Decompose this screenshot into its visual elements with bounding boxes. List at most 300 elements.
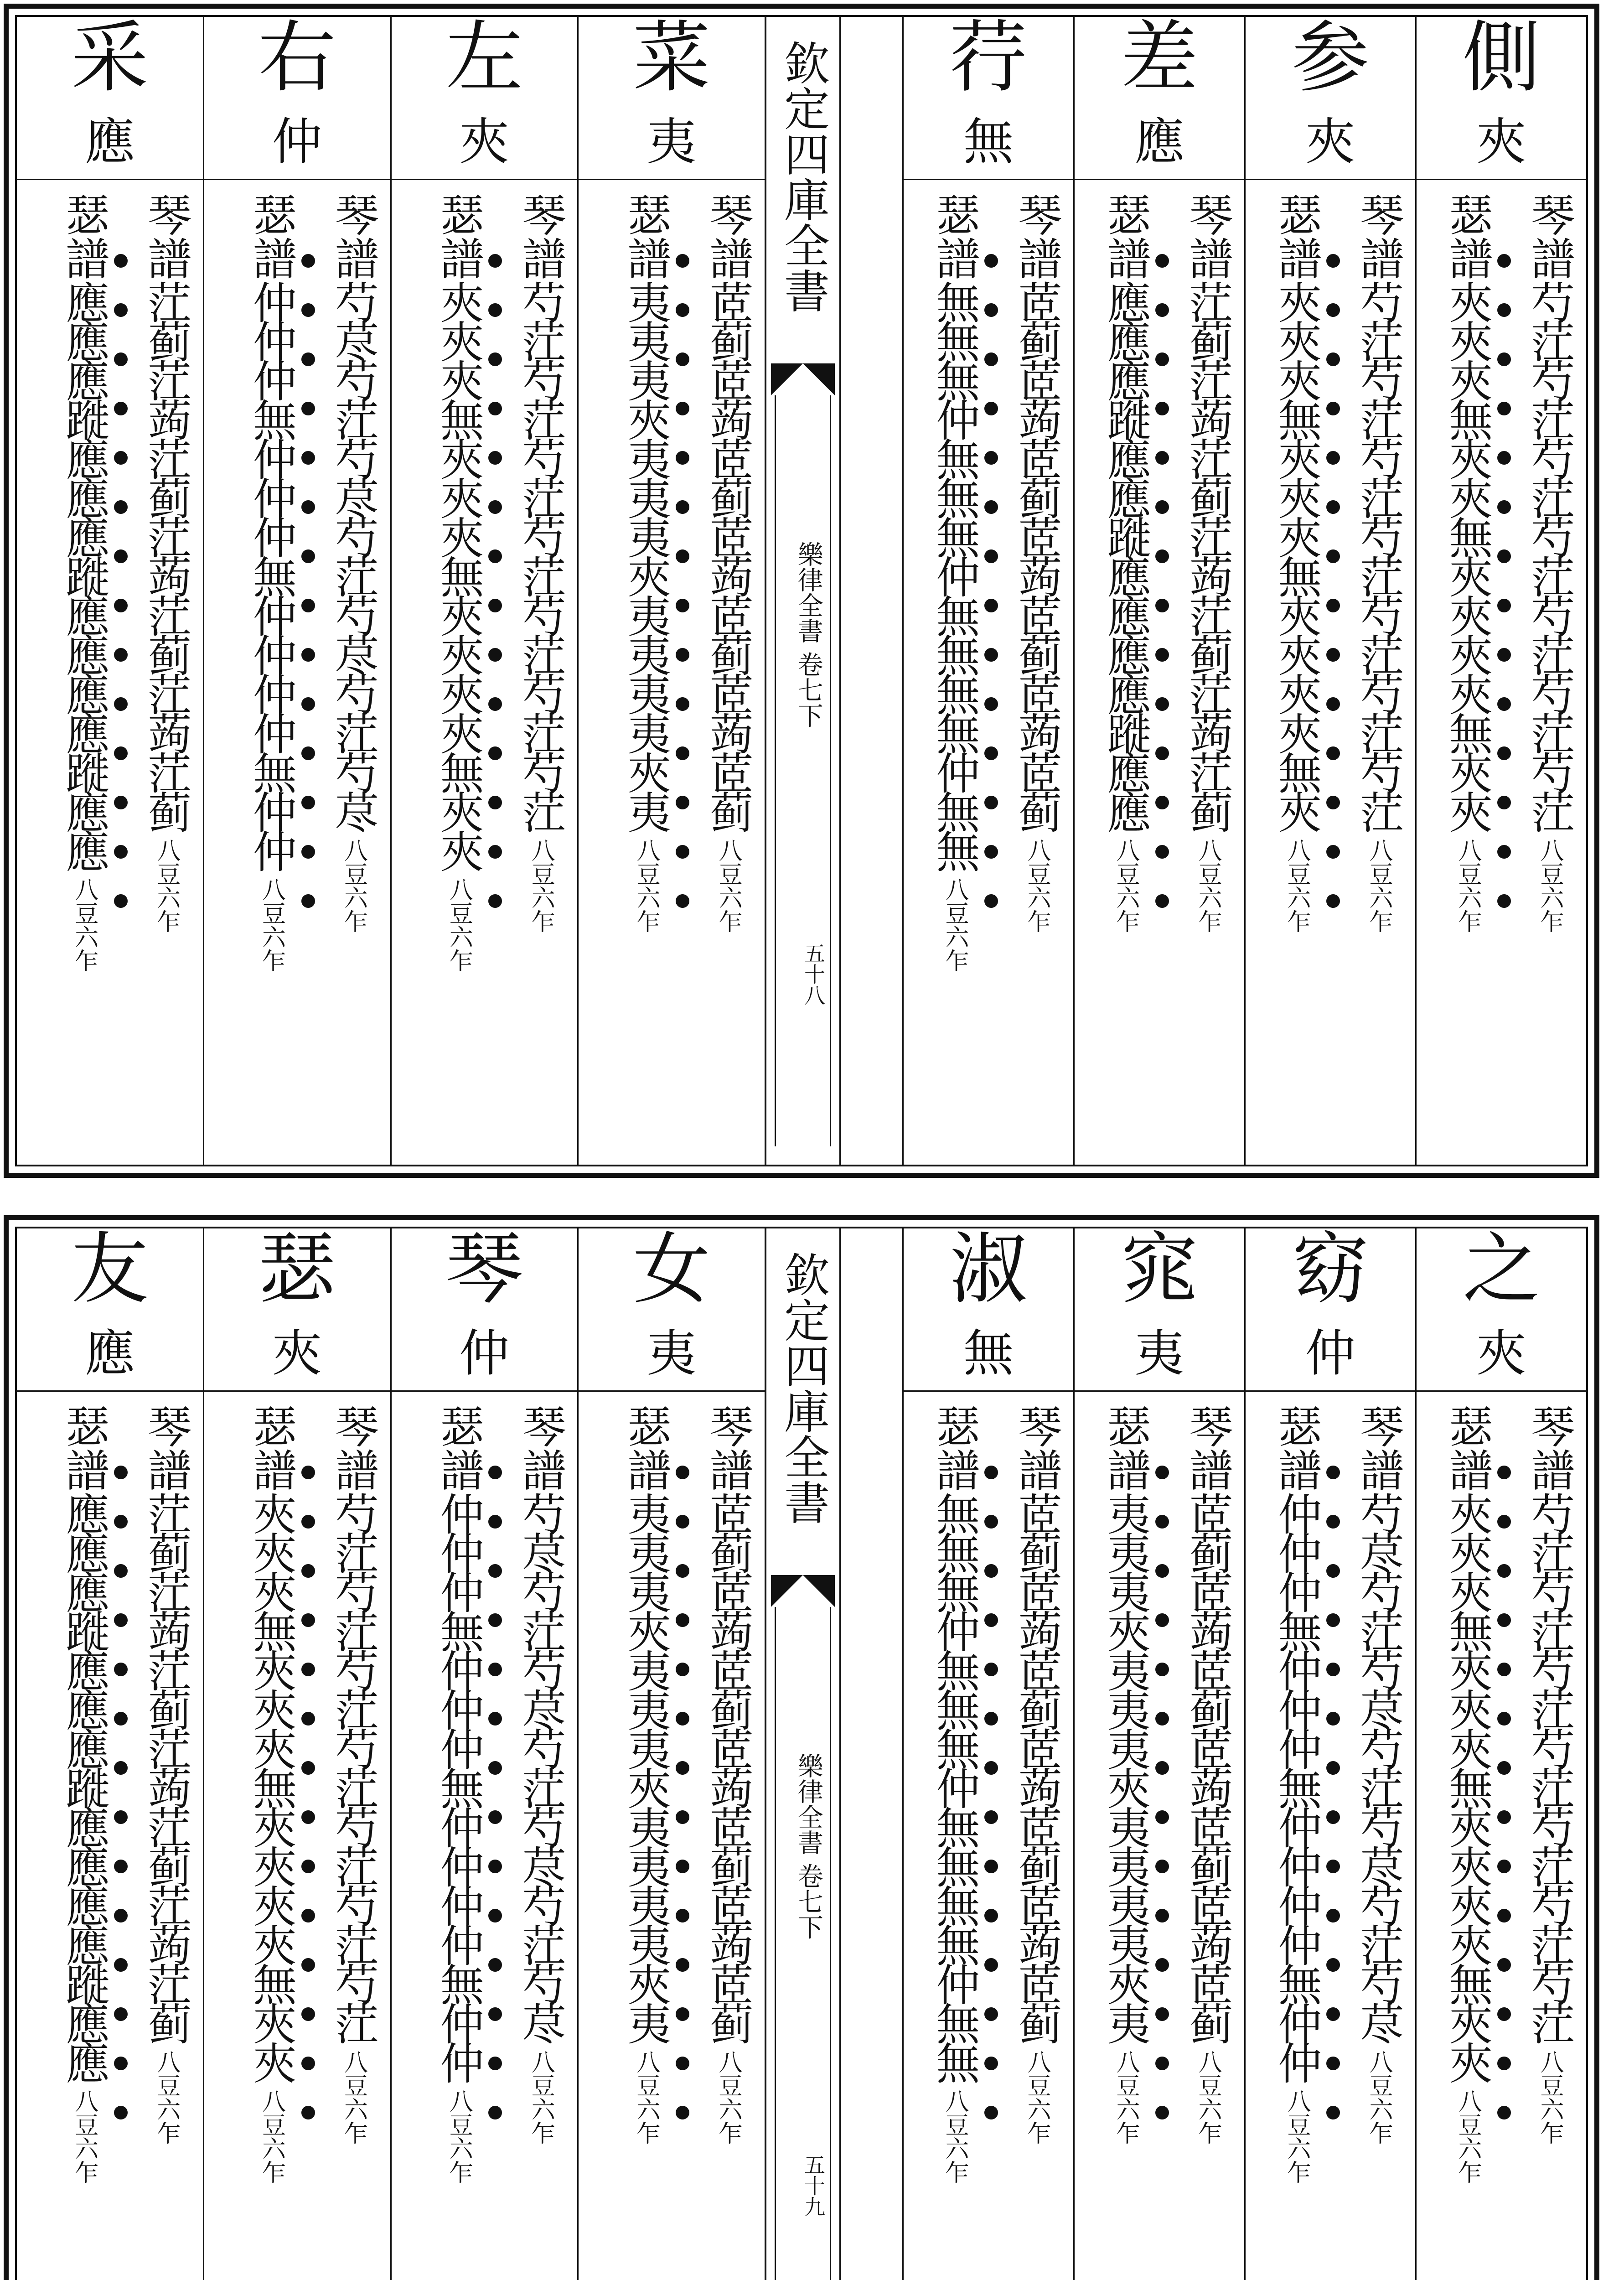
beat-dot <box>1155 796 1169 809</box>
se-label: 瑟譜 <box>1442 192 1493 280</box>
qin-sequence: 芍茳芍茳芍茳芍茳芍茳芍茳芍茳 <box>1353 280 1404 829</box>
beat-dot <box>1155 303 1169 317</box>
se-label: 瑟譜 <box>929 192 980 280</box>
fingering-note: 八豆六乍 <box>1454 2089 1481 2184</box>
beat-dot <box>1326 402 1340 415</box>
fingering-note: 八豆六乍 <box>258 877 285 972</box>
beat-dot <box>114 303 128 317</box>
qin-label: 琴譜 <box>515 1404 567 1492</box>
beat-dot <box>1497 746 1511 760</box>
se-sequence: 仲仲仲無仲仲仲無仲仲仲仲無仲仲 <box>1271 1492 1322 2080</box>
se-notation <box>621 192 672 1165</box>
pitch-name: 夷 <box>646 1324 697 1383</box>
se-sequence: 夷夷夷夾夷夷夷夾夷夷夷夷夾夷 <box>621 280 672 829</box>
lyric-character: 友 <box>71 1224 149 1315</box>
beat-dot <box>1155 697 1169 711</box>
beat-dot <box>488 1810 502 1824</box>
qin-notation <box>140 1404 192 2280</box>
beat-dot <box>301 746 315 760</box>
beat-dot <box>1497 303 1511 317</box>
beat-dot <box>676 254 689 268</box>
qin-notation <box>1011 192 1062 1165</box>
qin-label: 琴譜 <box>1011 1404 1062 1492</box>
lyric-character: 左 <box>445 13 523 103</box>
fingering-note: 八豆六乍 <box>1283 838 1310 933</box>
beat-dot <box>114 796 128 809</box>
beat-dot <box>114 254 128 268</box>
se-sequence: 應應應蹝應應應蹝應應應應蹝應應 <box>58 1492 110 2080</box>
se-label: 瑟譜 <box>1271 192 1322 280</box>
beat-dot <box>301 1613 315 1627</box>
se-notation <box>433 1404 485 2280</box>
beat-dot <box>1155 1712 1169 1726</box>
divider <box>17 179 203 180</box>
qin-sequence: 芍荩芍茳芍荩芍茳芍荩芍茳芍荩 <box>515 1492 567 2041</box>
se-sequence: 夾夾夾無夾夾夾無夾夾夾夾無夾夾 <box>433 280 485 868</box>
se-sequence: 無無無仲無無無仲無無無無仲無無 <box>929 280 980 868</box>
beat-dot <box>984 1958 998 1972</box>
lyric-character: 参 <box>1291 13 1369 103</box>
beat-dot <box>488 1663 502 1676</box>
beat-dot <box>676 2106 689 2119</box>
beat-dot <box>114 1761 128 1775</box>
qin-sequence: 芍荩芍茳芍荩芍茳芍荩芍茳芍荩 <box>1353 1492 1404 2041</box>
pitch-name: 夾 <box>1476 113 1526 171</box>
beat-dot <box>1326 697 1340 711</box>
bottom-page <box>4 1215 1599 2280</box>
beat-dot <box>1155 746 1169 760</box>
se-notation <box>58 1404 110 2280</box>
qin-notation <box>140 192 192 1165</box>
beat-dot <box>984 648 998 662</box>
fingering-note: 八豆六乍 <box>152 838 180 933</box>
beat-dot <box>984 1909 998 1922</box>
beat-dot <box>301 352 315 366</box>
lyric-entry <box>1244 13 1415 1165</box>
pitch-name: 夾 <box>1305 113 1355 171</box>
beat-dot <box>1497 1613 1511 1627</box>
beat-dot <box>1155 1613 1169 1627</box>
fingering-note: 八豆六乍 <box>941 877 968 972</box>
beat-dot <box>1326 500 1340 514</box>
qin-label: 琴譜 <box>1182 1404 1233 1492</box>
beat-dot <box>1155 500 1169 514</box>
bottom-left-half <box>17 1224 765 2280</box>
se-notation <box>1442 1404 1493 2280</box>
beat-dot <box>301 500 315 514</box>
beat-dot <box>1155 1909 1169 1922</box>
beat-dot <box>301 1958 315 1972</box>
beat-dot <box>984 2106 998 2119</box>
beat-dot <box>1497 1712 1511 1726</box>
divider <box>1417 1390 1586 1392</box>
beat-dot <box>1497 2057 1511 2070</box>
beat-dot <box>488 451 502 465</box>
beat-dot <box>114 2057 128 2070</box>
beat-dot <box>676 796 689 809</box>
beat-dot <box>1326 549 1340 563</box>
se-sequence: 仲仲仲無仲仲仲無仲仲仲仲無仲仲 <box>246 280 297 868</box>
beat-dot <box>1497 2007 1511 2021</box>
qin-sequence: 茝蓟茝蒟茝蓟茝蒟茝蓟茝蒟茝蓟 <box>703 280 754 829</box>
beat-dot <box>114 697 128 711</box>
se-sequence: 夾夾夾無夾夾夾無夾夾夾夾無夾夾 <box>246 1492 297 2080</box>
beat-dot <box>1497 796 1511 809</box>
lyric-character: 右 <box>258 13 336 103</box>
beat-dot <box>1497 845 1511 859</box>
beat-dot <box>488 1466 502 1479</box>
qin-label: 琴譜 <box>328 192 379 280</box>
lyric-character: 荇 <box>949 13 1027 103</box>
beat-dot <box>1497 648 1511 662</box>
beat-dot <box>488 648 502 662</box>
se-notation <box>1442 192 1493 1165</box>
se-label: 瑟譜 <box>433 1404 485 1492</box>
beat-dot <box>1326 1712 1340 1726</box>
fingering-note: 八豆六乍 <box>340 838 367 933</box>
lyric-entry <box>1073 1224 1244 2280</box>
divider <box>1075 1390 1244 1392</box>
divider <box>1246 1390 1415 1392</box>
divider <box>1246 179 1415 180</box>
beat-dot <box>1155 1564 1169 1578</box>
se-notation <box>248 1404 295 2280</box>
beat-dot <box>1326 1663 1340 1676</box>
qin-sequence: 茝蓟茝蒟茝蓟茝蒟茝蓟茝蒟茝蓟 <box>1011 280 1062 829</box>
qin-sequence: 芍荩芍茳芍荩芍茳芍荩芍茳芍荩 <box>328 280 379 829</box>
se-label: 瑟譜 <box>246 1404 297 1492</box>
beat-dot <box>1155 1466 1169 1479</box>
lyric-entry <box>17 13 203 1165</box>
beat-dot <box>1155 1663 1169 1676</box>
beat-dot <box>114 599 128 612</box>
beat-dot <box>1497 599 1511 612</box>
qin-sequence: 茝蓟茝蒟茝蓟茝蒟茝蓟茝蒟茝蓟 <box>1011 1492 1062 2041</box>
beat-dot <box>1326 845 1340 859</box>
se-notation <box>931 1404 978 2280</box>
beat-dot <box>301 1761 315 1775</box>
fishtail-mark <box>771 1575 835 1607</box>
beat-dot <box>676 1958 689 1972</box>
beat-dot <box>1326 1761 1340 1775</box>
beat-dot <box>488 746 502 760</box>
se-sequence: 夾夾夾無夾夾夾無夾夾夾夾無夾 <box>1271 280 1322 829</box>
fingering-note: 八豆六乍 <box>941 2089 968 2184</box>
beat-dot <box>301 451 315 465</box>
beat-dot <box>1326 746 1340 760</box>
beat-dot <box>114 894 128 908</box>
beat-dot <box>488 1564 502 1578</box>
se-notation <box>1271 1404 1322 2280</box>
beat-dot <box>488 352 502 366</box>
beat-dot <box>984 1712 998 1726</box>
beat-dot <box>676 2057 689 2070</box>
beat-dot <box>1497 549 1511 563</box>
se-label: 瑟譜 <box>621 1404 672 1492</box>
fingering-note: 八豆六乍 <box>152 2050 180 2145</box>
beat-dot <box>301 845 315 859</box>
beat-dot <box>301 1564 315 1578</box>
beat-dot <box>1155 1810 1169 1824</box>
beat-dot <box>1155 845 1169 859</box>
qin-label: 琴譜 <box>328 1404 379 1492</box>
lyric-character: 之 <box>1462 1224 1540 1315</box>
beat-dot <box>1155 254 1169 268</box>
qin-label: 琴譜 <box>703 192 754 280</box>
beat-dot <box>984 1515 998 1529</box>
beat-dot <box>984 352 998 366</box>
beat-dot <box>984 1564 998 1578</box>
pitch-name: 仲 <box>272 113 322 171</box>
beat-dot <box>676 352 689 366</box>
beat-dot <box>1497 1761 1511 1775</box>
divider <box>904 1390 1073 1392</box>
beat-dot <box>1497 254 1511 268</box>
beat-dot <box>1326 1515 1340 1529</box>
qin-label: 琴譜 <box>1524 192 1575 280</box>
divider <box>579 1390 765 1392</box>
beat-dot <box>676 1613 689 1627</box>
divider <box>204 1390 390 1392</box>
se-label: 瑟譜 <box>58 1404 110 1492</box>
beat-dot <box>114 451 128 465</box>
lyric-entry <box>902 13 1073 1165</box>
beat-dot <box>1497 1909 1511 1922</box>
beat-dot <box>676 697 689 711</box>
se-notation <box>248 192 295 1165</box>
qin-label: 琴譜 <box>140 1404 192 1492</box>
lyric-entry <box>577 13 765 1165</box>
beat-dot <box>1326 2057 1340 2070</box>
lyric-character: 采 <box>71 13 149 103</box>
beat-dot <box>488 2057 502 2070</box>
beat-dot <box>1326 254 1340 268</box>
beat-dot <box>488 1958 502 1972</box>
fingering-note: 八豆六乍 <box>714 2050 742 2145</box>
beat-dot <box>301 599 315 612</box>
se-notation <box>1100 192 1151 1165</box>
beat-dot <box>301 1909 315 1922</box>
book-name: 樂律全書 卷七下 <box>793 541 823 728</box>
beat-dot <box>114 1663 128 1676</box>
beat-dot <box>301 2106 315 2119</box>
fingering-note: 八豆六乍 <box>1112 2050 1139 2145</box>
fingering-note: 八豆六乍 <box>632 2050 660 2145</box>
qin-sequence: 茳蓟茳蒟茳蓟茳蒟茳蓟茳蒟茳蓟 <box>140 280 192 829</box>
divider <box>392 179 578 180</box>
beat-dot <box>984 1810 998 1824</box>
lyric-character: 女 <box>633 1224 711 1315</box>
beat-dot <box>301 796 315 809</box>
qin-sequence: 茳蓟茳蒟茳蓟茳蒟茳蓟茳蒟茳蓟 <box>1182 280 1233 829</box>
lyric-entry <box>1244 1224 1415 2280</box>
beat-dot <box>984 254 998 268</box>
beat-dot <box>676 1466 689 1479</box>
beat-dot <box>114 1909 128 1922</box>
lyric-entry <box>1415 1224 1586 2280</box>
fingering-note: 八豆六乍 <box>70 877 98 972</box>
qin-notation <box>1011 1404 1062 2280</box>
beat-dot <box>1497 352 1511 366</box>
beat-dot <box>301 1663 315 1676</box>
pitch-name: 夷 <box>1134 1324 1184 1383</box>
beat-dot <box>1497 1515 1511 1529</box>
pitch-name: 仲 <box>1305 1324 1355 1383</box>
pitch-name: 夾 <box>272 1324 322 1383</box>
qin-notation <box>515 1404 567 2280</box>
divider <box>204 179 390 180</box>
fingering-note: 八豆六乍 <box>70 2089 98 2184</box>
fishtail-mark <box>771 363 835 395</box>
beat-dot <box>984 697 998 711</box>
beat-dot <box>488 303 502 317</box>
beat-dot <box>301 402 315 415</box>
top-left-half <box>17 13 765 1165</box>
beat-dot <box>984 451 998 465</box>
beat-dot <box>984 1613 998 1627</box>
beat-dot <box>301 303 315 317</box>
beat-dot <box>301 894 315 908</box>
beat-dot <box>1497 894 1511 908</box>
beat-dot <box>488 697 502 711</box>
fingering-note: 八豆六乍 <box>527 2050 555 2145</box>
beat-dot <box>1497 402 1511 415</box>
beat-dot <box>1326 303 1340 317</box>
pitch-name: 無 <box>963 1324 1014 1383</box>
beat-dot <box>1326 1613 1340 1627</box>
beat-dot <box>1155 2007 1169 2021</box>
divider <box>17 1390 203 1392</box>
beat-dot <box>1155 451 1169 465</box>
beat-dot <box>114 1810 128 1824</box>
beat-dot <box>1155 1515 1169 1529</box>
beat-dot <box>488 2007 502 2021</box>
se-sequence: 應應應蹝應應蹝應應應應蹝應應 <box>1100 280 1151 829</box>
beat-dot <box>676 648 689 662</box>
qin-notation <box>703 1404 754 2280</box>
se-label: 瑟譜 <box>1442 1404 1493 1492</box>
beat-dot <box>1155 402 1169 415</box>
beat-dot <box>676 1909 689 1922</box>
beat-dot <box>488 1761 502 1775</box>
fingering-note: 八豆六乍 <box>258 2089 285 2184</box>
fingering-note: 八豆六乍 <box>1536 2050 1563 2145</box>
se-label: 瑟譜 <box>1100 192 1151 280</box>
beat-dot <box>1497 451 1511 465</box>
beat-dot <box>488 254 502 268</box>
beat-dot <box>1326 1958 1340 1972</box>
fingering-note: 八豆六乍 <box>1536 838 1563 933</box>
lyric-entry <box>1415 13 1586 1165</box>
beat-dot <box>1155 1860 1169 1873</box>
beat-dot <box>1497 1466 1511 1479</box>
beat-dot <box>301 1466 315 1479</box>
qin-notation <box>1524 1404 1575 2280</box>
beat-dot <box>1326 1810 1340 1824</box>
fingering-note: 八豆六乍 <box>527 838 555 933</box>
beat-dot <box>114 1613 128 1627</box>
beat-dot <box>676 1663 689 1676</box>
fingering-note: 八豆六乍 <box>1194 2050 1221 2145</box>
top-page-frame <box>15 15 1588 1166</box>
beat-dot <box>984 1860 998 1873</box>
fingering-note: 八豆六乍 <box>1283 2089 1310 2184</box>
fingering-note: 八豆六乍 <box>1194 838 1221 933</box>
se-sequence: 夾夾夾無夾夾無夾夾夾夾無夾夾 <box>1442 280 1493 829</box>
beat-dot <box>984 2007 998 2021</box>
beat-dot <box>1326 2106 1340 2119</box>
book-name: 樂律全書 卷七下 <box>793 1753 823 1940</box>
qin-notation <box>1355 1404 1402 2280</box>
divider <box>1417 179 1586 180</box>
beat-dot <box>676 2007 689 2021</box>
se-notation <box>621 1404 672 2280</box>
beat-dot <box>1155 352 1169 366</box>
beat-dot <box>676 894 689 908</box>
beat-dot <box>301 697 315 711</box>
beat-dot <box>676 599 689 612</box>
beat-dot <box>1155 549 1169 563</box>
beat-dot <box>984 894 998 908</box>
beat-dot <box>676 1761 689 1775</box>
beat-dot <box>114 1466 128 1479</box>
beat-dot <box>984 796 998 809</box>
beat-dot <box>676 500 689 514</box>
pitch-name: 仲 <box>459 1324 510 1383</box>
beat-dot <box>488 845 502 859</box>
beat-dot <box>1155 599 1169 612</box>
fingering-note: 八豆六乍 <box>632 838 660 933</box>
beat-dot <box>1497 1663 1511 1676</box>
beat-dot <box>114 1712 128 1726</box>
pitch-name: 應 <box>1134 113 1184 171</box>
beat-dot <box>676 845 689 859</box>
fingering-note: 八豆六乍 <box>340 2050 367 2145</box>
se-notation <box>1271 192 1322 1165</box>
beat-dot <box>1155 894 1169 908</box>
beat-dot <box>676 1810 689 1824</box>
lyric-entry <box>902 1224 1073 2280</box>
beat-dot <box>984 1466 998 1479</box>
page-mark: 五十八 <box>801 943 826 1005</box>
beat-dot <box>1497 697 1511 711</box>
beat-dot <box>301 2057 315 2070</box>
qin-notation <box>1184 1404 1231 2280</box>
lyric-character: 瑟 <box>258 1224 336 1315</box>
beat-dot <box>1155 1958 1169 1972</box>
beat-dot <box>984 1663 998 1676</box>
fingering-note: 八豆六乍 <box>1365 2050 1392 2145</box>
lyric-entry <box>17 1224 203 2280</box>
beat-dot <box>1326 352 1340 366</box>
qin-sequence: 芍茳芍茳芍茳芍茳芍茳芍茳芍茳 <box>328 1492 379 2041</box>
beat-dot <box>114 2007 128 2021</box>
beat-dot <box>1326 648 1340 662</box>
divider <box>579 179 765 180</box>
se-notation <box>433 192 485 1165</box>
beat-dot <box>1497 2106 1511 2119</box>
qin-label: 琴譜 <box>1353 1404 1404 1492</box>
fingering-note: 八豆六乍 <box>1112 838 1139 933</box>
beat-dot <box>488 1613 502 1627</box>
beat-dot <box>1497 1810 1511 1824</box>
divider <box>1075 179 1244 180</box>
beat-dot <box>114 352 128 366</box>
beat-dot <box>676 1860 689 1873</box>
lyric-character: 窕 <box>1120 1224 1198 1315</box>
lyric-entry <box>1073 13 1244 1165</box>
qin-sequence: 芍茳芍茳芍茳芍茳芍茳芍茳芍茳 <box>1524 1492 1575 2041</box>
